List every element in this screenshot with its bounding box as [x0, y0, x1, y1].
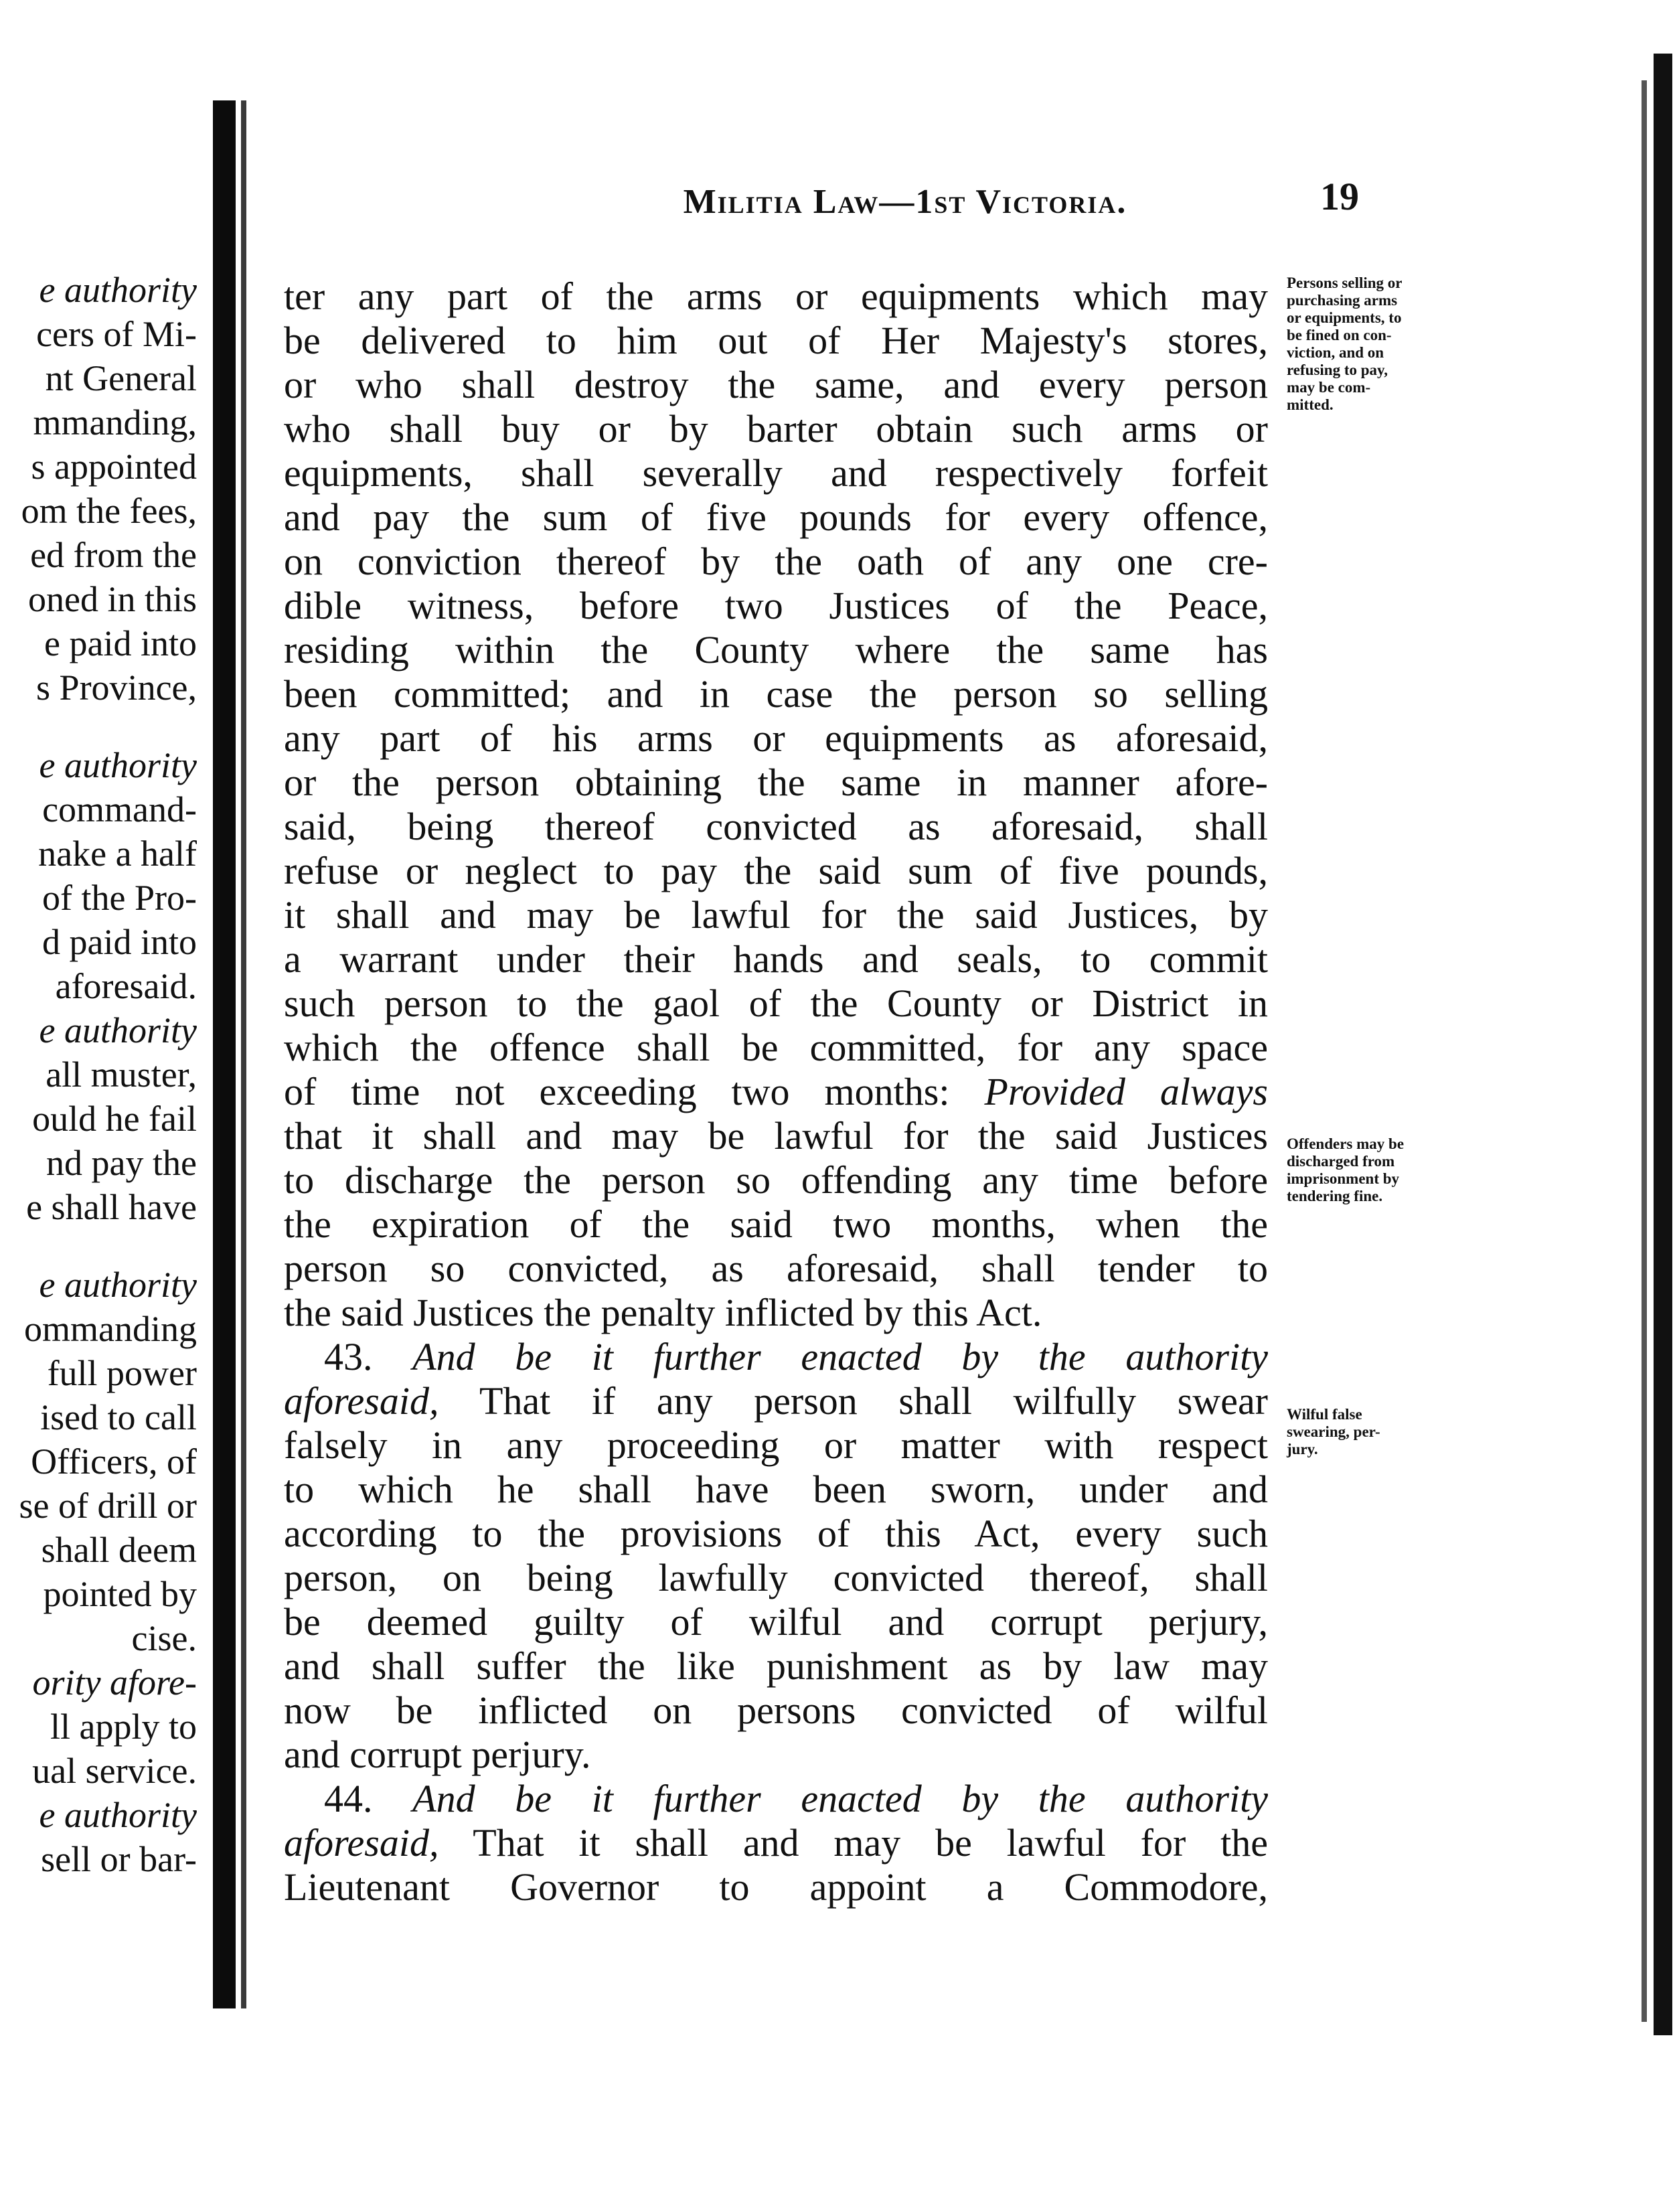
facing-page-line: oned in this: [28, 579, 197, 619]
text-run: according to the provisions of this Act, every such: [284, 1512, 1268, 1555]
marginal-note-line: may be com-: [1287, 379, 1371, 396]
marginal-note-line: tendering fine.: [1287, 1188, 1383, 1204]
text-line: [284, 761, 1268, 805]
scan-edge-inner: [1642, 80, 1647, 2022]
facing-page-line: pointed by: [43, 1574, 197, 1614]
text-run: person, on being lawfully convicted thereof, shall: [284, 1556, 1268, 1599]
facing-page-line: ll apply to: [50, 1707, 197, 1747]
marginal-note-line: be fined on con-: [1287, 327, 1392, 343]
text-line: [284, 1423, 1268, 1468]
marginal-note-line: purchasing arms: [1287, 292, 1398, 309]
facing-page-line: ority afore-: [32, 1662, 197, 1703]
facing-page-line: e authority: [39, 1010, 197, 1050]
facing-page-fragment: [0, 94, 201, 2169]
text-line: [284, 1733, 1268, 1777]
text-run: now be inflicted on persons convicted of wilful: [284, 1688, 1268, 1732]
text-line: [284, 672, 1268, 716]
facing-page-line: nake a half: [38, 834, 197, 874]
text-line: [284, 1070, 1268, 1114]
facing-page-line: sell or bar-: [41, 1839, 197, 1879]
text-line: [284, 274, 1268, 319]
text-line: [284, 1026, 1268, 1070]
text-line: [284, 1644, 1268, 1688]
text-run: of time not exceeding two months:: [284, 1070, 985, 1113]
facing-page-line: aforesaid.: [55, 966, 197, 1006]
text-run: person so convicted, as aforesaid, shall tender to: [284, 1247, 1268, 1290]
text-line: [284, 716, 1268, 761]
text-line: [284, 937, 1268, 981]
text-line: [284, 407, 1268, 451]
marginal-note-line: Persons selling or: [1287, 274, 1403, 291]
text-run: any part of his arms or equipments as aforesaid,: [284, 716, 1268, 760]
facing-page-line: ommanding: [24, 1309, 197, 1349]
marginal-note-line: mitted.: [1287, 396, 1334, 413]
text-run: on conviction thereof by the oath of any one cre-: [284, 540, 1268, 583]
text-line: [284, 1247, 1268, 1291]
facing-page-line: Officers, of: [31, 1441, 197, 1482]
italic-text: And be it further enacted by the authority: [412, 1777, 1268, 1820]
text-line: [284, 1821, 1268, 1865]
marginal-note-line: jury.: [1287, 1441, 1318, 1457]
text-line: [284, 849, 1268, 893]
facing-page-line: command-: [42, 789, 197, 830]
facing-page-line: e shall have: [26, 1187, 197, 1227]
italic-text: aforesaid,: [284, 1821, 439, 1865]
text-line: [284, 1468, 1268, 1512]
text-line: [284, 495, 1268, 540]
facing-page-line: e authority: [39, 270, 197, 310]
text-line: [284, 893, 1268, 937]
facing-page-line: nd pay the: [46, 1143, 197, 1183]
text-run: dible witness, before two Justices of the Peace,: [284, 584, 1268, 627]
facing-page-line: ould he fail: [32, 1099, 197, 1139]
text-line: [284, 451, 1268, 495]
text-line: [284, 1777, 1268, 1821]
facing-page-line: e authority: [39, 1265, 197, 1305]
text-line: [284, 1291, 1268, 1335]
body-text: [284, 274, 1268, 1909]
text-run: residing within the County where the same has: [284, 628, 1268, 672]
facing-page-line: full power: [47, 1353, 197, 1393]
text-line: [284, 628, 1268, 672]
facing-page-line: ised to call: [40, 1397, 197, 1437]
text-run: be deemed guilty of wilful and corrupt perjury,: [284, 1600, 1268, 1644]
text-line: [284, 1556, 1268, 1600]
text-line: [284, 1688, 1268, 1733]
text-run: 43.: [324, 1335, 413, 1378]
facing-page-line: mmanding,: [33, 402, 197, 443]
text-line: [284, 1865, 1268, 1909]
text-run: the expiration of the said two months, when the: [284, 1202, 1268, 1246]
italic-text: And be it further enacted by the authority: [412, 1335, 1268, 1378]
marginal-note-line: imprisonment by: [1287, 1170, 1400, 1187]
facing-page-line: ual service.: [32, 1751, 197, 1791]
text-line: [284, 1114, 1268, 1158]
text-run: That it shall and may be lawful for the: [438, 1821, 1268, 1865]
page: [249, 80, 1581, 2089]
text-run: Lieutenant Governor to appoint a Commodore,: [284, 1865, 1268, 1909]
scan-edge: [1654, 54, 1672, 2035]
facing-page-line: ed from the: [30, 535, 197, 575]
text-run: which the offence shall be committed, for any space: [284, 1026, 1268, 1069]
text-run: and shall suffer the like punishment as by law may: [284, 1644, 1268, 1688]
book-gutter: [213, 100, 236, 2008]
italic-text: aforesaid,: [284, 1379, 439, 1423]
text-run: it shall and may be lawful for the said Justices, by: [284, 893, 1268, 937]
facing-page-line: d paid into: [42, 922, 197, 962]
marginal-note-line: Wilful false: [1287, 1406, 1362, 1423]
text-run: refuse or neglect to pay the said sum of five pounds,: [284, 849, 1268, 892]
text-run: equipments, shall severally and respectively forfeit: [284, 451, 1268, 495]
facing-page-line: e authority: [39, 745, 197, 785]
text-line: [284, 1158, 1268, 1202]
text-line: [284, 1335, 1268, 1379]
marginal-note-line: refusing to pay,: [1287, 362, 1388, 378]
marginal-note-line: or equipments, to: [1287, 309, 1402, 326]
text-run: That if any person shall wilfully swear: [438, 1379, 1268, 1423]
text-run: and corrupt perjury.: [284, 1733, 591, 1776]
book-gutter-edge: [241, 100, 246, 2008]
facing-page-line: om the fees,: [21, 491, 197, 531]
marginal-note-perjury: [1287, 1406, 1474, 1458]
text-run: been committed; and in case the person so selling: [284, 672, 1268, 716]
running-head-title: Militia Law—1st Victoria.: [683, 183, 1127, 221]
text-line: [284, 1600, 1268, 1644]
text-run: the said Justices the penalty inflicted by this Act.: [284, 1291, 1042, 1334]
marginal-note-line: viction, and on: [1287, 344, 1384, 361]
text-line: [284, 540, 1268, 584]
text-run: or who shall destroy the same, and every person: [284, 363, 1268, 406]
text-run: to which he shall have been sworn, under and: [284, 1468, 1268, 1511]
facing-page-line: cers of Mi-: [36, 314, 197, 354]
facing-page-line: cise.: [131, 1618, 197, 1658]
facing-page-line: e paid into: [44, 623, 197, 663]
facing-page-line: e authority: [39, 1795, 197, 1835]
text-run: said, being thereof convicted as aforesaid, shall: [284, 805, 1268, 848]
facing-page-line: se of drill or: [19, 1486, 197, 1526]
text-run: 44.: [324, 1777, 413, 1820]
marginal-note-line: swearing, per-: [1287, 1423, 1380, 1440]
text-line: [284, 805, 1268, 849]
text-run: or the person obtaining the same in manner afore-: [284, 761, 1268, 804]
text-run: and pay the sum of five pounds for every offence,: [284, 495, 1268, 539]
text-line: [284, 1202, 1268, 1247]
text-run: that it shall and may be lawful for the said Justices: [284, 1114, 1268, 1158]
text-run: a warrant under their hands and seals, to commit: [284, 937, 1268, 981]
text-run: to discharge the person so offending any time before: [284, 1158, 1268, 1202]
facing-page-line: all muster,: [46, 1054, 197, 1095]
text-run: who shall buy or by barter obtain such arms or: [284, 407, 1268, 451]
facing-page-line: of the Pro-: [42, 878, 197, 918]
running-head: [470, 182, 1340, 222]
text-line: [284, 1379, 1268, 1423]
text-run: such person to the gaol of the County or District in: [284, 981, 1268, 1025]
text-line: [284, 981, 1268, 1026]
marginal-note-line: discharged from: [1287, 1153, 1395, 1170]
marginal-note-line: Offenders may be: [1287, 1135, 1405, 1152]
text-line: [284, 1512, 1268, 1556]
marginal-note-penalty: [1287, 274, 1474, 414]
facing-page-line: s Province,: [36, 667, 197, 708]
italic-text: Provided always: [984, 1070, 1269, 1113]
page-number: 19: [1320, 175, 1359, 218]
marginal-note-discharge: [1287, 1135, 1474, 1205]
text-line: [284, 363, 1268, 407]
facing-page-line: shall deem: [41, 1530, 197, 1570]
facing-page-line: nt General: [45, 358, 197, 398]
facing-page-line: s appointed: [31, 447, 197, 487]
text-line: [284, 584, 1268, 628]
text-run: ter any part of the arms or equipments which may: [284, 274, 1268, 318]
text-line: [284, 319, 1268, 363]
text-run: be delivered to him out of Her Majesty's stores,: [284, 319, 1268, 362]
text-run: falsely in any proceeding or matter with respect: [284, 1423, 1268, 1467]
